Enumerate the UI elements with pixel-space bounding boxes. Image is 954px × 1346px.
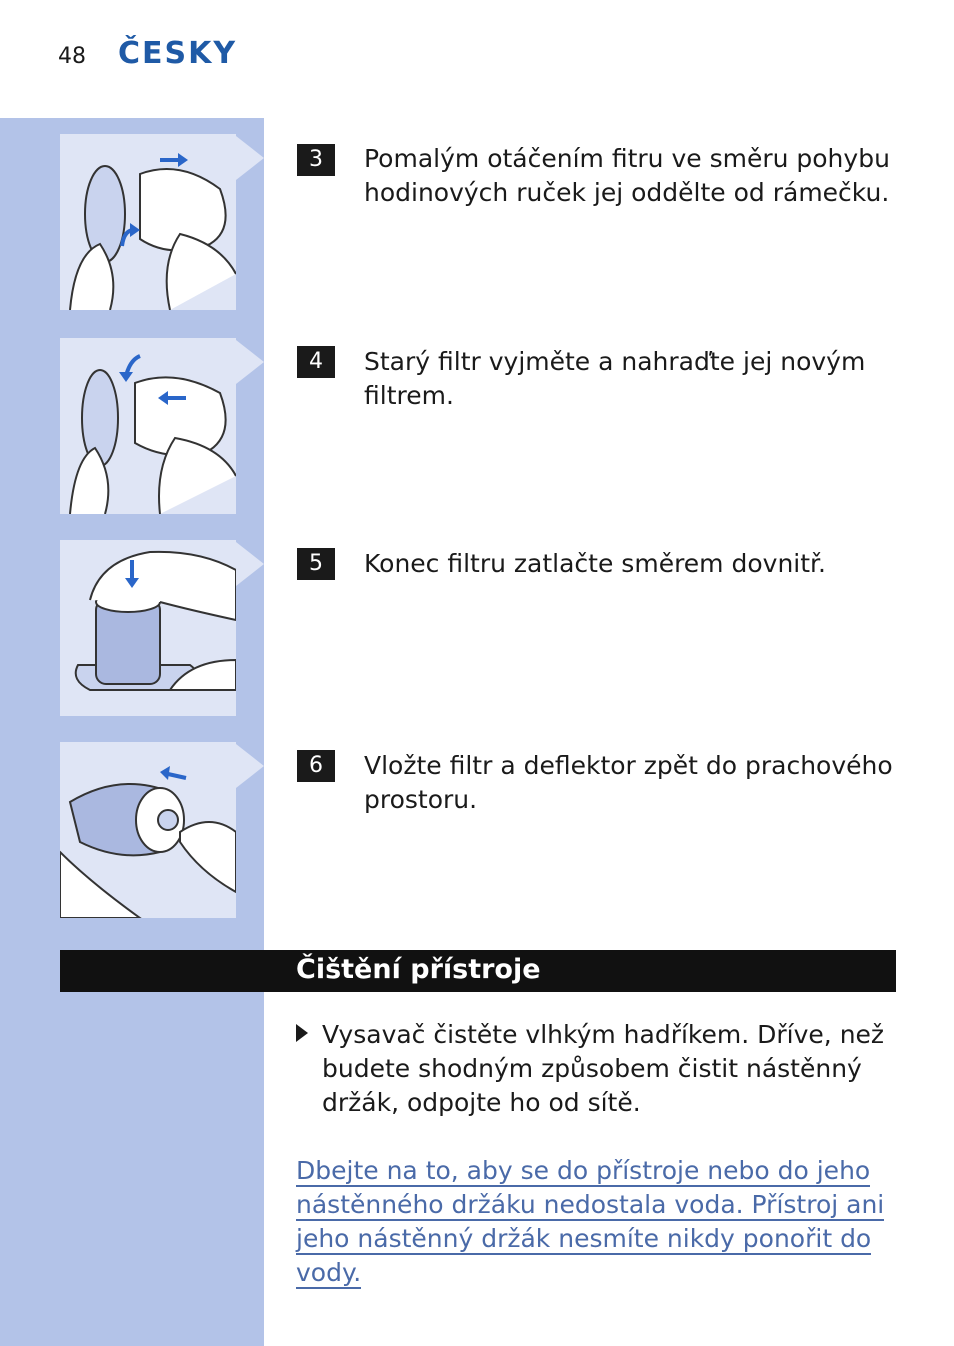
triangle-bullet-icon	[296, 1024, 308, 1042]
step-number-5: 5	[297, 548, 335, 580]
illustration-step-6	[60, 742, 236, 918]
step-number-3: 3	[297, 144, 335, 176]
arrow-rotate-icon	[119, 356, 140, 382]
illustration-step-3	[60, 134, 236, 310]
pointer-step-6	[236, 744, 264, 788]
warning-note	[296, 1154, 896, 1290]
illustration-step-4	[60, 338, 236, 514]
section-title: Čištění přístroje	[296, 954, 541, 985]
step-text-5: Konec filtru zatlačte směrem dovnitř.	[364, 549, 826, 578]
language-heading: ČESKY	[118, 36, 238, 71]
pointer-step-5	[236, 542, 264, 586]
pointer-step-3	[236, 136, 264, 180]
step-text-6: Vložte filtr a deflektor zpět do prachového prostoru.	[364, 751, 893, 814]
arrow-right-icon	[160, 153, 188, 167]
section-heading-bar	[60, 950, 896, 992]
page-number: 48	[58, 44, 86, 69]
pointer-step-4	[236, 340, 264, 384]
step-number-6: 6	[297, 750, 335, 782]
illustration-step-5	[60, 540, 236, 716]
warning-note-text: Dbejte na to, aby se do přístroje nebo do jeho nástěnného držáku nedostala voda. Přístroj ani jeho nástěnný držák nesmíte nikdy ponořit do vody.	[296, 1156, 885, 1287]
arrow-left-icon	[160, 766, 186, 780]
step-text-4: Starý filtr vyjměte a nahraďte jej novým filtrem.	[364, 347, 866, 410]
bullet-instruction: Vysavač čistěte vlhkým hadříkem. Dříve, než budete shodným způsobem čistit nástěnný držák, odpojte ho od sítě.	[322, 1020, 885, 1117]
step-number-4: 4	[297, 346, 335, 378]
step-text-3: Pomalým otáčením fitru ve směru pohybu hodinových ruček jej oddělte od rámečku.	[364, 144, 890, 207]
